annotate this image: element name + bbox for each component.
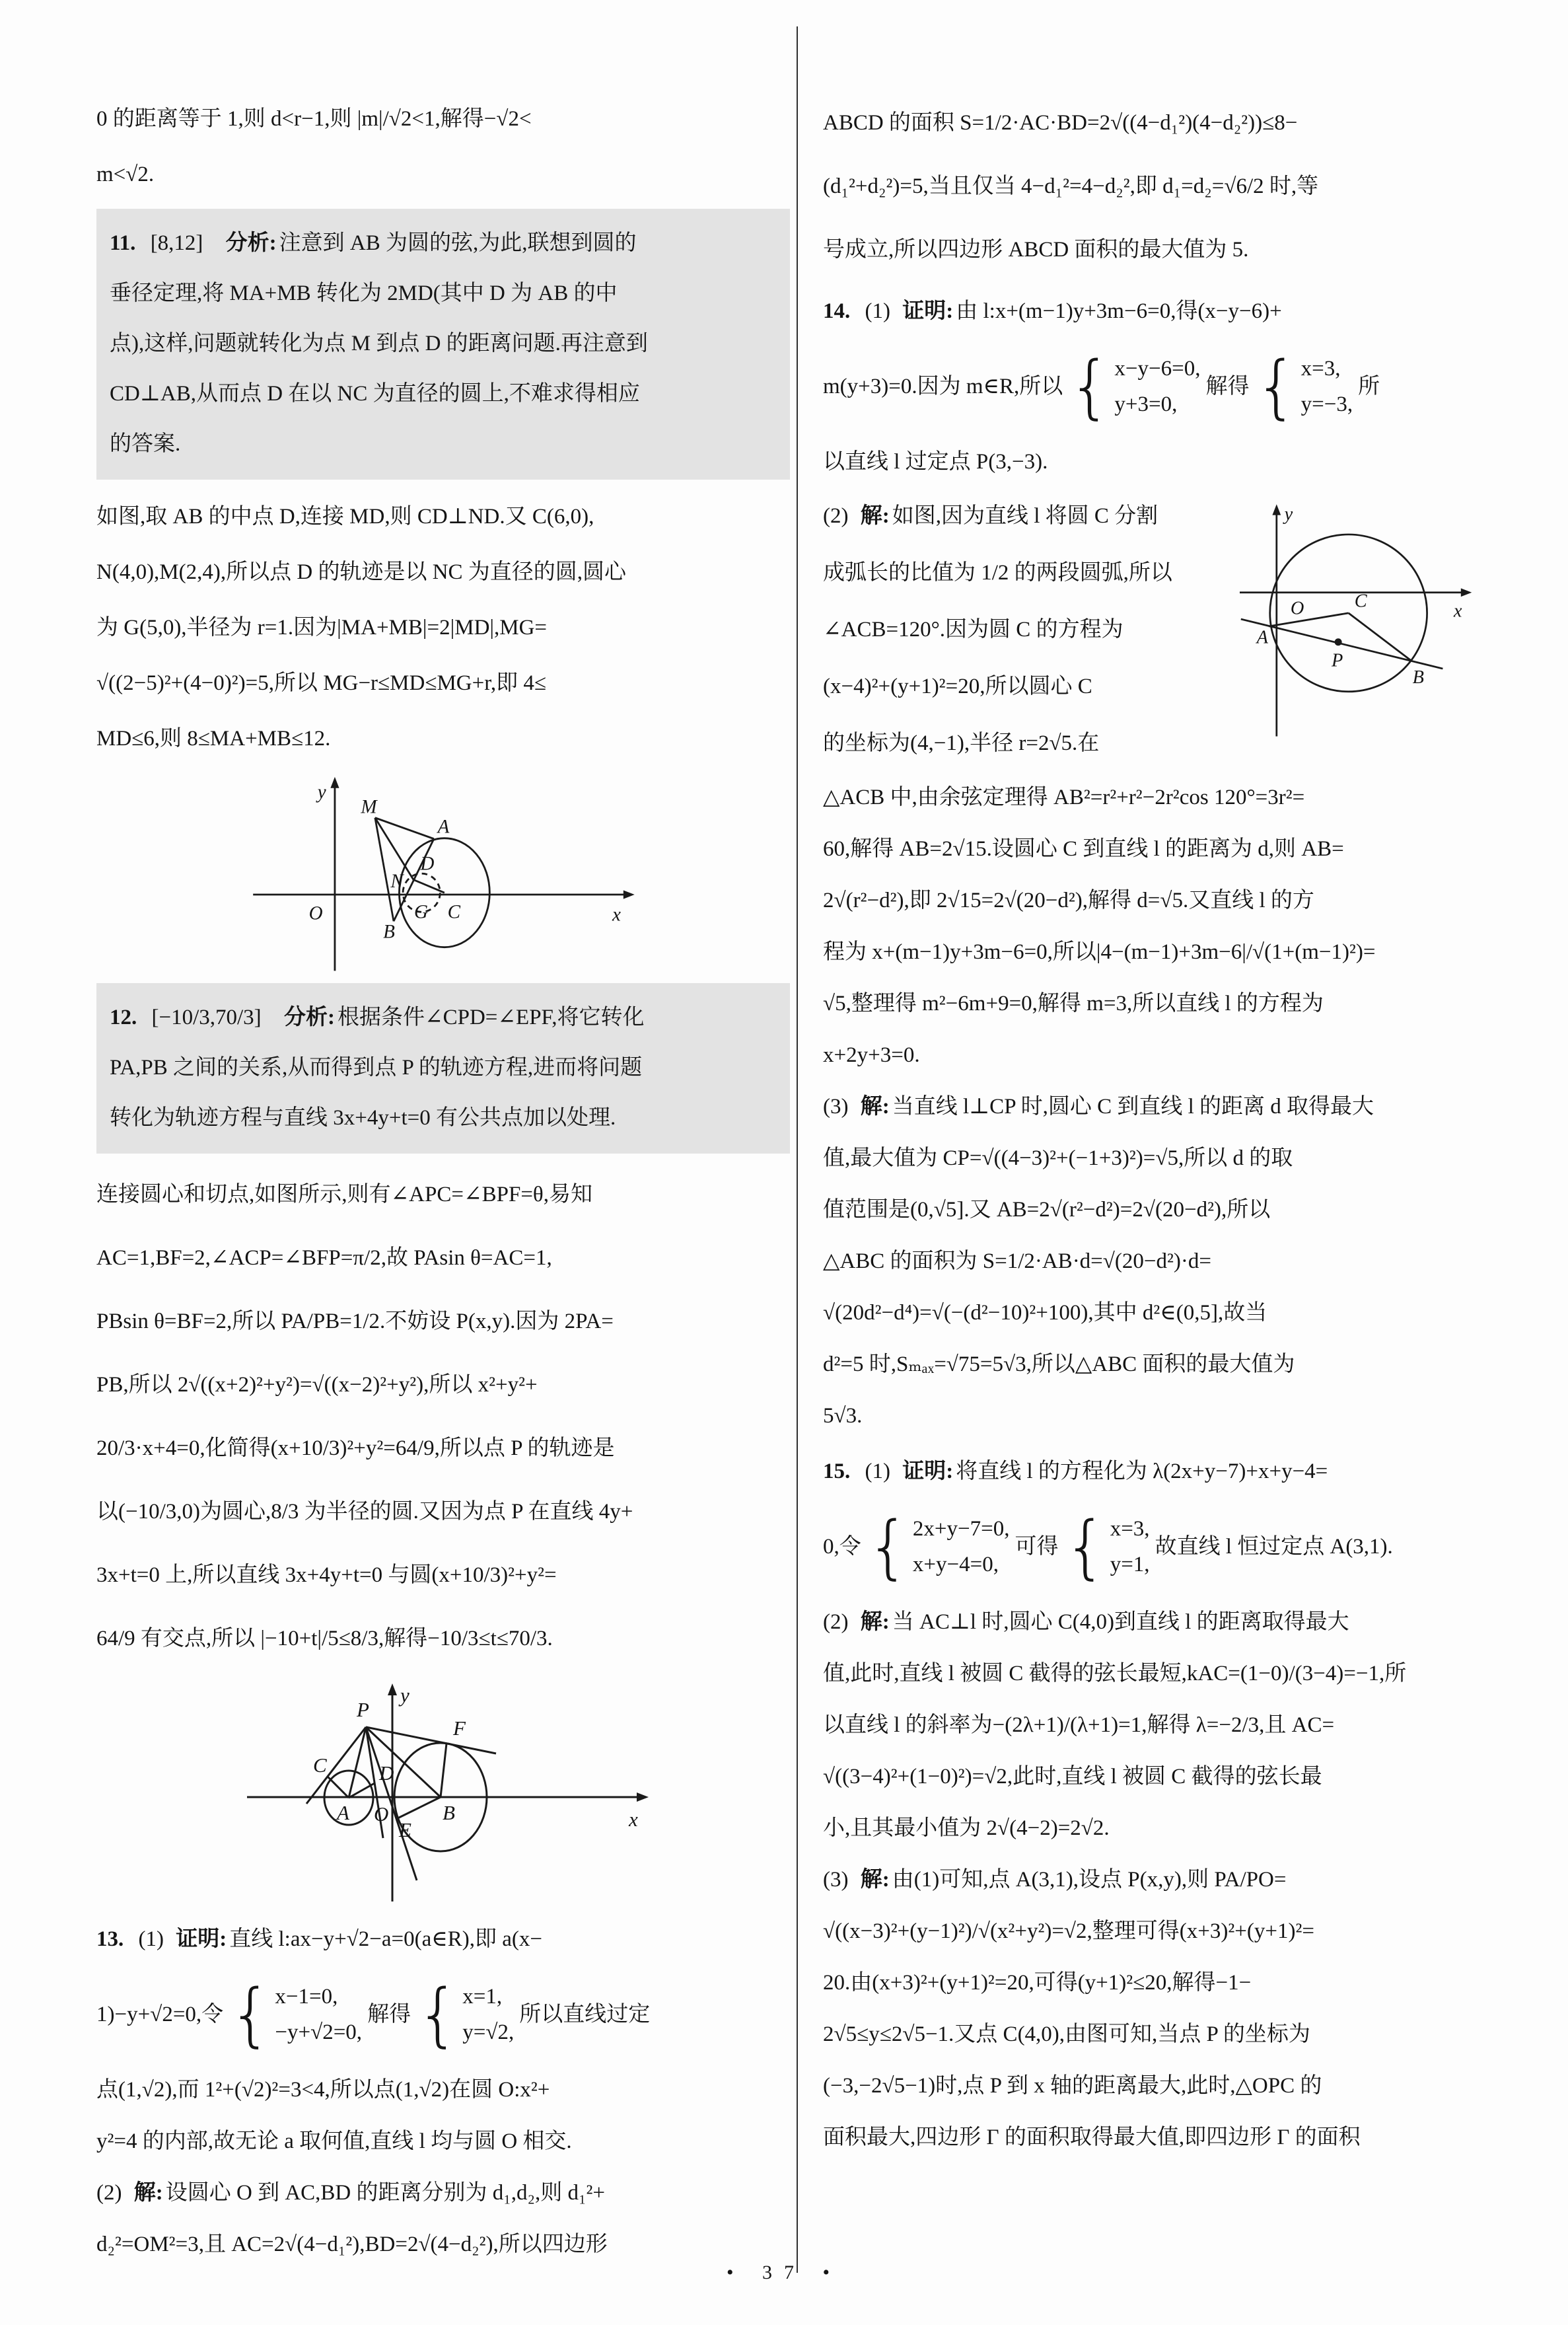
figure-problem-12	[96, 1679, 790, 1904]
figure-3-svg	[1232, 488, 1516, 765]
equation: x=3,	[1110, 1517, 1150, 1541]
line-text: 可得	[1015, 1535, 1059, 1559]
analysis-box-problem-12	[96, 983, 790, 1154]
problem-number: 15.	[823, 1459, 851, 1483]
text-line: △ABC 的面积为 S=1/2·AB·d=√(20−d²)·d=	[823, 1249, 1211, 1273]
text-line: AC=1,BF=2,∠ACP=∠BFP=π/2,故 PAsin θ=AC=1,	[96, 1246, 552, 1270]
equation: x−1=0,	[275, 1985, 338, 2009]
proof-label: 证明:	[902, 299, 954, 323]
line-text: 当直线 l⊥CP 时,圆心 C 到直线 l 的距离 d 取得最大	[892, 1095, 1374, 1119]
text-line: x+2y+3=0.	[823, 1043, 920, 1067]
text-line: PB,所以 2√((x+2)²+y²)=√((x−2)²+y²),所以 x²+y²+	[96, 1373, 538, 1397]
text-line: d₂²=OM²=3,且 AC=2√(4−d₁²),BD=2√(4−d₂²),所以四边形	[96, 2233, 608, 2256]
brace-icon: {	[1254, 346, 1299, 427]
part-label: (1)	[138, 1927, 164, 1951]
box-body	[110, 1043, 777, 1143]
part-label: (2)	[823, 504, 849, 528]
figure-1-svg	[229, 776, 658, 974]
line-text: m(y+3)=0.因为 m∈R,所以	[823, 375, 1063, 398]
text-line: √((x−3)²+(y−1)²)/√(x²+y²)=√2,整理可得(x+3)²+(y+1)²=	[823, 1919, 1314, 1943]
point-label-F: F	[453, 1716, 466, 1740]
solution-11-paragraph	[96, 489, 790, 766]
line-text: 0,令	[823, 1535, 861, 1559]
text-line: (x−4)²+(y+1)²=20,所以圆心 C	[823, 675, 1092, 698]
problem-number: 14.	[823, 299, 851, 323]
point-label-A: A	[437, 816, 450, 838]
line-text: 解得	[367, 2003, 411, 2026]
part-label: (3)	[823, 1095, 849, 1119]
equation-system-line	[96, 1965, 790, 2064]
line-text: 设圆心 O 到 AC,BD 的距离分别为 d₁,d₂,则 d₁²+	[165, 2181, 606, 2205]
line-text: 所以直线过定	[519, 2003, 651, 2026]
text-line: 以直线 l 过定点 P(3,−3).	[823, 450, 1048, 474]
origin-label: O	[308, 903, 323, 924]
problem-13	[96, 1913, 790, 2270]
part2-continuation	[823, 772, 1510, 1081]
cases-group	[866, 1506, 1010, 1587]
line-text: 所	[1358, 375, 1380, 398]
brace-icon: {	[229, 1974, 273, 2055]
text-line: 点(1,√2),而 1²+(√2)²=3<4,所以点(1,√2)在圆 O:x²+	[96, 2078, 550, 2102]
line-text: 将直线 l 的方程化为 λ(2x+y−7)+x+y−4=	[956, 1459, 1328, 1483]
point-label-C: C	[1354, 591, 1367, 612]
text-line: 值,最大值为 CP=√((4−3)²+(−1+3)²)=√5,所以 d 的取	[823, 1146, 1293, 1170]
text-line: y²=4 的内部,故无论 a 取何值,直线 l 均与圆 O 相交.	[96, 2129, 572, 2153]
text-line: 值范围是(0,√5].又 AB=2√(r²−d²)=2√(20−d²),所以	[823, 1198, 1271, 1222]
text-line: CD⊥AB,从而点 D 在以 NC 为直径的圆上,不难求得相应	[110, 382, 640, 406]
figure-2-svg	[229, 1679, 658, 1904]
problem-number: 12.	[110, 1006, 137, 1029]
solution-12-paragraph	[96, 1163, 790, 1670]
text-line: 0 的距离等于 1,则 d<r−1,则 |m|/√2<1,解得−√2<	[96, 107, 532, 131]
equation: x−y−6=0,	[1114, 357, 1201, 381]
line-text: 故直线 l 恒过定点 A(3,1).	[1155, 1535, 1393, 1559]
axis-label-x: x	[629, 1808, 638, 1831]
brace-icon: {	[866, 1506, 910, 1587]
part2-with-figure	[823, 488, 1510, 772]
text-line: ∠ACB=120°.因为圆 C 的方程为	[823, 618, 1123, 642]
axis-label-y: y	[317, 781, 326, 803]
part-label: (2)	[823, 1610, 849, 1634]
box-body	[110, 268, 777, 469]
box-header-line	[110, 218, 777, 268]
axis-label-x: x	[1453, 601, 1462, 622]
figure-problem-14	[1232, 488, 1516, 768]
text-line: MD≤6,则 8≤MA+MB≤12.	[96, 727, 331, 751]
line-text: 1)−y+√2=0,令	[96, 2003, 224, 2026]
text-line: 20/3·x+4=0,化简得(x+10/3)²+y²=64/9,所以点 P 的轨迹是	[96, 1436, 615, 1460]
line-text: 由 l:x+(m−1)y+3m−6=0,得(x−y−6)+	[956, 299, 1282, 323]
origin-label: O	[374, 1802, 389, 1826]
solve-label: 解:	[860, 1868, 890, 1892]
part3-body	[823, 1132, 1510, 1442]
problem-14-part3-line	[823, 1081, 1510, 1132]
brace-icon: {	[1063, 1506, 1108, 1587]
cases-group	[1063, 1506, 1150, 1587]
analysis-label: 分析:	[283, 1006, 335, 1029]
text-line: 垂径定理,将 MA+MB 转化为 2MD(其中 D 为 AB 的中	[110, 281, 618, 305]
text-line: √((3−4)²+(1−0)²)=√2,此时,直线 l 被圆 C 截得的弦长最	[823, 1765, 1322, 1789]
point-label-B: B	[383, 921, 395, 943]
part2-text	[823, 488, 1209, 772]
problem-15	[823, 1446, 1510, 2163]
text-line: (−3,−2√5−1)时,点 P 到 x 轴的距离最大,此时,△OPC 的	[823, 2074, 1322, 2098]
text-line: PBsin θ=BF=2,所以 PA/PB=1/2.不妨设 P(x,y).因为 2PA=	[96, 1310, 614, 1333]
equation: 2x+y−7=0,	[912, 1517, 1010, 1541]
box-header-line	[110, 992, 777, 1043]
text-line: 成弧长的比值为 1/2 的两段圆弧,所以	[823, 561, 1172, 585]
line-text: 如图,因为直线 l 将圆 C 分割	[892, 504, 1158, 528]
text-line: 的答案.	[110, 432, 181, 456]
text-line: (d₁²+d₂²)=5,当且仅当 4−d₁²=4−d₂²,即 d₁=d₂=√6/2 时,等	[823, 174, 1319, 198]
part-label: (2)	[96, 2181, 122, 2205]
equation: x=1,	[462, 1985, 503, 2009]
solve-label: 解:	[133, 2181, 163, 2205]
point-label-C: C	[313, 1753, 327, 1777]
text-line: d²=5 时,Sₘₐₓ=√75=5√3,所以△ABC 面积的最大值为	[823, 1352, 1295, 1376]
text-line: √5,整理得 m²−6m+9=0,解得 m=3,所以直线 l 的方程为	[823, 992, 1324, 1015]
problem-number: 11.	[110, 231, 136, 255]
part2-body	[823, 544, 1209, 772]
line-text: 注意到 AB 为圆的弦,为此,联想到圆的	[279, 231, 637, 255]
text-line: 5√3.	[823, 1404, 863, 1428]
text-line: 程为 x+(m−1)y+3m−6=0,所以|4−(m−1)+3m−6|/√(1+(m−1)²)=	[823, 940, 1376, 964]
text-line: 值,此时,直线 l 被圆 C 截得的弦长最短,kAC=(1−0)/(3−4)=−1,所	[823, 1662, 1407, 1685]
text-line: 连接圆心和切点,如图所示,则有∠APC=∠BPF=θ,易知	[96, 1183, 592, 1206]
proof-label: 证明:	[176, 1927, 227, 1951]
part3-body	[823, 1905, 1510, 2163]
brace-icon: {	[1068, 346, 1112, 427]
text-line: 小,且其最小值为 2√(4−2)=2√2.	[823, 1816, 1110, 1840]
analysis-label: 分析:	[225, 231, 277, 255]
text-line: 点),这样,问题就转化为点 M 到点 D 的距离问题.再注意到	[110, 332, 648, 355]
part-label: (1)	[865, 1459, 890, 1483]
cases-group	[416, 1974, 515, 2055]
column-divider	[797, 26, 798, 2273]
equation: x=3,	[1301, 357, 1341, 381]
text-line: 为 G(5,0),半径为 r=1.因为|MA+MB|=2|MD|,MG=	[96, 616, 548, 640]
problem-14	[823, 285, 1510, 1442]
problem-13-first-line	[96, 1913, 790, 1965]
solve-label: 解:	[860, 1610, 890, 1634]
equation-system-line	[823, 1497, 1510, 1596]
text-line: 60,解得 AB=2√15.设圆心 C 到直线 l 的距离为 d,则 AB=	[823, 837, 1344, 861]
line-text: 由(1)可知,点 A(3,1),设点 P(x,y),则 PA/PO=	[892, 1868, 1287, 1892]
problem-number: 13.	[96, 1927, 124, 1951]
text-line: 2√(r²−d²),即 2√15=2√(20−d²),解得 d=√5.又直线 l 的方	[823, 889, 1314, 912]
right-column	[823, 91, 1510, 2167]
text-line: 以(−10/3,0)为圆心,8/3 为半径的圆.又因为点 P 在直线 4y+	[96, 1500, 633, 1524]
answer-range: [−10/3,70/3]	[151, 1006, 262, 1029]
axis-label-x: x	[612, 904, 621, 926]
solution-13-continuation	[823, 91, 1510, 281]
problem-15-part2-line	[823, 1596, 1510, 1648]
problem-13-part2-line	[96, 2167, 790, 2219]
solve-label: 解:	[860, 1095, 890, 1119]
equation: x+y−4=0,	[912, 1553, 999, 1576]
origin-label: O	[1290, 598, 1304, 619]
problem-15-part3-line	[823, 1854, 1510, 1905]
cases-group	[1068, 346, 1201, 427]
point-label-B: B	[443, 1801, 455, 1824]
paragraph-continuation	[96, 91, 790, 202]
equation: y=√2,	[462, 2020, 515, 2044]
text-line: △ACB 中,由余弦定理得 AB²=r²+r²−2r²cos 120°=3r²=	[823, 786, 1305, 809]
left-column	[96, 91, 790, 2274]
answer-range: [8,12]	[150, 231, 203, 255]
text-line: 的坐标为(4,−1),半径 r=2√5.在	[823, 731, 1100, 755]
axis-label-y: y	[400, 1683, 410, 1707]
line-text: 根据条件∠CPD=∠EPF,将它转化	[337, 1006, 645, 1029]
figure-problem-11	[96, 776, 790, 974]
text-line: PA,PB 之间的关系,从而得到点 P 的轨迹方程,进而将问题	[110, 1056, 643, 1080]
axis-label-y: y	[1284, 503, 1293, 525]
equation-system-line	[823, 337, 1510, 436]
text-line: 转化为轨迹方程与直线 3x+4y+t=0 有公共点加以处理.	[110, 1106, 616, 1130]
problem-15-first-line	[823, 1446, 1510, 1497]
text-line: 如图,取 AB 的中点 D,连接 MD,则 CD⊥ND.又 C(6,0),	[96, 505, 594, 529]
point-label-D: D	[379, 1761, 394, 1785]
equation: y=−3,	[1301, 392, 1353, 416]
equation: −y+√2=0,	[275, 2020, 363, 2044]
text-line: m<√2.	[96, 163, 155, 186]
point-label-B: B	[1412, 667, 1424, 688]
cases-group	[1254, 346, 1353, 427]
point-label-G: G	[413, 901, 428, 923]
point-label-P: P	[357, 1698, 369, 1721]
part2-body	[823, 1648, 1510, 1854]
text-line: √(20d²−d⁴)=√(−(d²−10)²+100),其中 d²∈(0,5],故当	[823, 1301, 1267, 1325]
problem-14-part2-line	[823, 488, 1209, 544]
text-line: 3x+t=0 上,所以直线 3x+4y+t=0 与圆(x+10/3)²+y²=	[96, 1563, 557, 1587]
proof-label: 证明:	[902, 1459, 954, 1483]
equation: y=1,	[1110, 1553, 1150, 1576]
point-label-E: E	[399, 1818, 411, 1841]
text-line: √((2−5)²+(4−0)²)=5,所以 MG−r≤MD≤MG+r,即 4≤	[96, 671, 547, 695]
text-line: 64/9 有交点,所以 |−10+t|/5≤8/3,解得−10/3≤t≤70/3.	[96, 1627, 553, 1650]
point-label-N: N	[390, 870, 404, 892]
point-label-P: P	[1332, 650, 1343, 671]
point-label-D: D	[420, 853, 435, 875]
text-line: 面积最大,四边形 Γ 的面积取得最大值,即四边形 Γ 的面积	[823, 2125, 1361, 2149]
cases-group	[229, 1974, 363, 2055]
problem-13-body	[96, 2064, 790, 2167]
problem-14-first-line	[823, 285, 1510, 337]
text-line: 20.由(x+3)²+(y+1)²=20,可得(y+1)²≤20,解得−1−	[823, 1971, 1252, 1995]
solve-label: 解:	[860, 504, 890, 528]
text-line: ABCD 的面积 S=1/2·AC·BD=2√((4−d₁²)(4−d₂²))≤8−	[823, 111, 1298, 135]
line-text: 当 AC⊥l 时,圆心 C(4,0)到直线 l 的距离取得最大	[892, 1610, 1349, 1634]
line-text: 直线 l:ax−y+√2−a=0(a∈R),即 a(x−	[229, 1927, 542, 1951]
part-label: (3)	[823, 1868, 849, 1892]
point-label-A: A	[1256, 627, 1268, 648]
point-label-A: A	[337, 1801, 349, 1824]
analysis-box-problem-11	[96, 209, 790, 480]
point-label-C: C	[447, 901, 460, 923]
text-line: N(4,0),M(2,4),所以点 D 的轨迹是以 NC 为直径的圆,圆心	[96, 560, 627, 584]
point-label-M: M	[361, 796, 377, 818]
equation: y+3=0,	[1114, 392, 1178, 416]
part-label: (1)	[865, 299, 890, 323]
brace-icon: {	[416, 1974, 460, 2055]
page-number: • 37 •	[726, 2262, 841, 2283]
text-line: 以直线 l 的斜率为−(2λ+1)/(λ+1)=1,解得 λ=−2/3,且 AC=	[823, 1713, 1335, 1737]
text-line: 2√5≤y≤2√5−1.又点 C(4,0),由图可知,当点 P 的坐标为	[823, 2022, 1310, 2046]
line-text: 解得	[1205, 375, 1250, 398]
text-line: 号成立,所以四边形 ABCD 面积的最大值为 5.	[823, 238, 1249, 262]
